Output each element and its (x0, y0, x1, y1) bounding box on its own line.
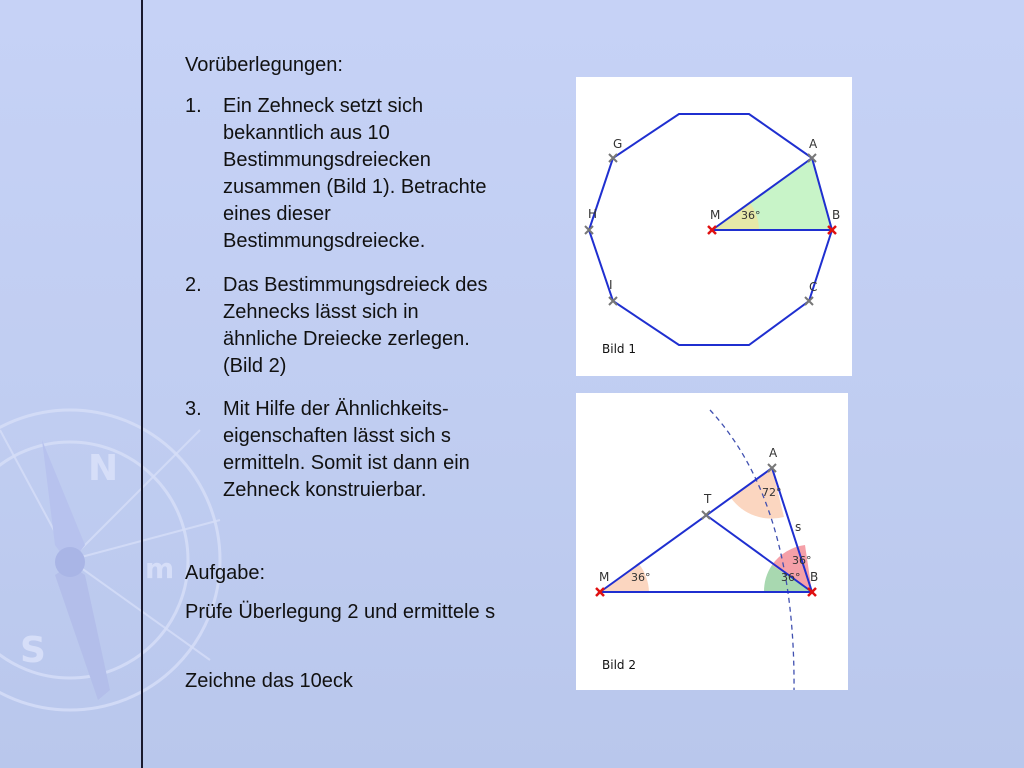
label-T: T (704, 492, 712, 506)
list-text: Das Bestimmungsdreieck des Zehnecks lässt sich in ähnliche Dreiecke zerlegen. (Bild 2) (223, 274, 488, 377)
caption-bild-2: Bild 2 (602, 658, 636, 672)
svg-text:N: N (88, 448, 119, 489)
angle-label-M: 36° (631, 571, 651, 584)
list-number: 2. (185, 274, 202, 296)
list-number: 3. (185, 398, 202, 420)
list-text: Ein Zehneck setzt sich bekanntlich aus 10 Bestimmungsdreiecken zusammen (Bild 1). Betrachte eines dieser Bestimmungsdreiecke. (223, 95, 487, 252)
svg-text:S: S (20, 630, 46, 671)
list-number: 1. (185, 95, 202, 117)
figure-2 (576, 393, 848, 690)
list-item-3 (185, 396, 493, 504)
task-line-1: Prüfe Überlegung 2 und ermittele s (185, 601, 496, 623)
label-B: B (832, 208, 841, 222)
label-B: B (810, 570, 819, 584)
svg-text:m: m (145, 552, 175, 585)
list-text: Mit Hilfe der Ähnlichkeits-eigenschaften lässt sich s ermitteln. Somit ist dann ein Zehneck konstruierbar. (223, 398, 470, 501)
divider-line (141, 0, 143, 768)
heading-vorueberlegungen: Vorüberlegungen: (185, 54, 343, 76)
label-A: A (769, 446, 778, 460)
label-M: M (710, 208, 721, 222)
angle-label-B-top: 36° (792, 554, 812, 567)
label-M: M (599, 570, 610, 584)
label-I: I (609, 278, 613, 292)
angle-label: 36° (741, 209, 761, 222)
label-G: G (613, 137, 623, 151)
label-C: C (809, 280, 818, 294)
caption-bild-1: Bild 1 (602, 342, 636, 356)
angle-label-A: 72° (762, 486, 782, 499)
triangle-diagram (576, 393, 848, 690)
label-H: H (588, 207, 598, 221)
list-item-2 (185, 272, 493, 380)
angle-label-B-bottom: 36° (781, 571, 801, 584)
task-heading: Aufgabe: (185, 562, 266, 584)
figure-1 (576, 77, 852, 376)
label-s: s (795, 520, 802, 534)
decagon-diagram (576, 77, 852, 376)
label-A: A (809, 137, 818, 151)
list-item-1 (185, 93, 493, 255)
task-line-2: Zeichne das 10eck (185, 670, 353, 692)
